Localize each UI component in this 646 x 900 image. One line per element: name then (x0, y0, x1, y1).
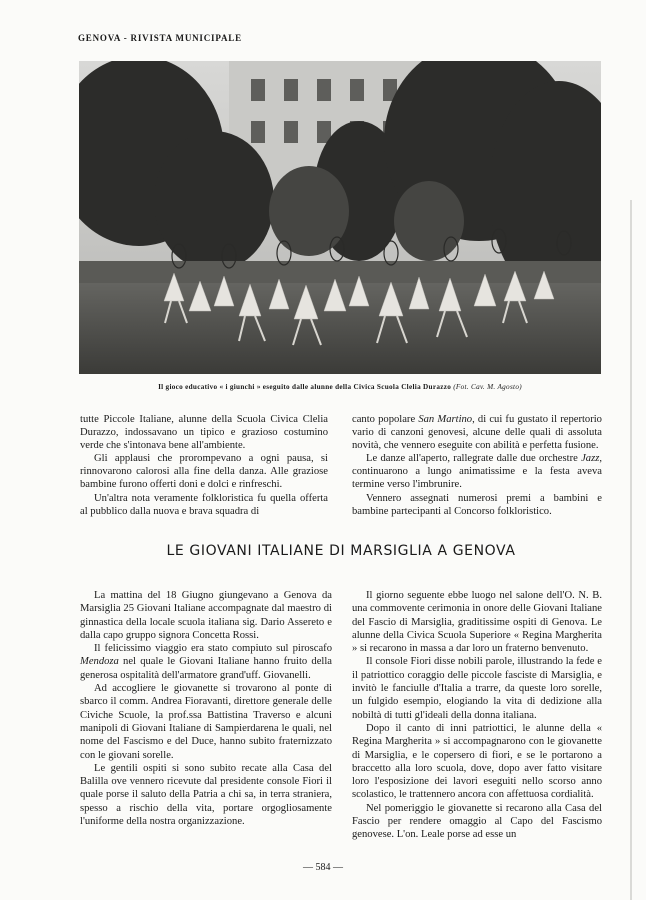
article-continuation-right (352, 413, 602, 518)
photo-caption (60, 383, 620, 391)
photo-credit: (Fot. Cav. M. Agosto) (453, 383, 522, 391)
paragraph: Il felicissimo viaggio era stato compiuto sul piroscafo Mendoza nel quale le Giovani Italiane hanno fruito della generosa ospitalità dell'armatore grand'uff. Giovanelli. (80, 643, 332, 681)
paragraph: Gli applausi che prorompevano a ogni pausa, si rinnovarono calorosi alla fine della danza. Alle graziose bambine furono offerti doni e dolci e rinfreschi. (80, 453, 328, 491)
page-number: — 584 — (303, 862, 343, 873)
caption-text: Il gioco educativo « i giunchi » eseguito dalle alunne della Civica Scuola Clelia Durazzo (158, 383, 452, 391)
article-column-right (352, 589, 602, 842)
paragraph: Le danze all'aperto, rallegrate dalle due orchestre Jazz, continuarono a lungo animatissime e la festa aveva termine verso l'imbrunire. (352, 453, 602, 491)
paragraph: tutte Piccole Italiane, alunne della Scuola Civica Clelia Durazzo, indossavano un tipico e grazioso costumino verde che s'intonava bene all'ambiente. (80, 414, 328, 452)
paragraph: Ad accogliere le giovanette si trovarono al ponte di sbarco il comm. Andrea Fioravanti, direttore generale delle Civiche Scuole, la prof.ssa Battistina Traverso e alcuni manipoli di Giovani Italiane di Sampierdarena le quali, nel nome del Fascismo e del Duce, hanno subito fraternizzato con le giovani sorelle. (80, 683, 332, 761)
margin-scan-mark (628, 200, 634, 900)
paragraph: Il giorno seguente ebbe luogo nel salone dell'O. N. B. una commovente cerimonia in onore delle Giovani Italiane del Fascio di Marsiglia, graditissime ospiti di Genova. Le alunne della Civica Scuola Superiore « Regina Margherita » si recarono in massa a dar loro un fraterno benvenuto. (352, 590, 602, 655)
paragraph: La mattina del 18 Giugno giungevano a Genova da Marsiglia 25 Giovani Italiane accompagnate dal maestro di ginnastica della locale scuola italiana sig. Dario Assereto e dalla capo gruppo signora Concetta Rossi. (80, 590, 332, 641)
article-continuation-left (80, 413, 328, 518)
section-heading: LE GIOVANI ITALIANE DI MARSIGLIA A GENOVA (166, 543, 516, 559)
photo-illustration (79, 61, 601, 374)
paragraph: Un'altra nota veramente folkloristica fu quella offerta al pubblico dalla nuova e brava squadra di (80, 492, 328, 517)
paragraph: canto popolare San Martino, di cui fu gustato il repertorio vario di canzoni genovesi, alcune delle quali di assoluta novità, che vennero eseguite con abilità e perfetta fusione. (352, 414, 602, 452)
paragraph: Le gentili ospiti si sono subito recate alla Casa del Balilla ove vennero ricevute dal presidente console Fiori il quale porse il saluto della Patria a chi sa, in terra straniera, spesso a rischio della vita, portare orgogliosamente l'uniforme della nostra organizzazione. (80, 762, 332, 828)
photo-girls-hoop-dance (79, 61, 601, 374)
paragraph: Dopo il canto di inni patriottici, le alunne della « Regina Margherita » si accompagnarono con le giovanette di Marsiglia, e le copersero di fiori, e se le portarono a braccetto alla loro scuola, dove, dopo aver fatto visitare loro l'esposizione dei lavori eseguiti nello scorso anno scolastico, le trattennero ancora con affettuosa cordialità. (352, 722, 602, 801)
paragraph: Il console Fiori disse nobili parole, illustrando la fede e il patriottico coraggio delle piccole fasciste di Marsiglia, e invitò le fanciulle d'Italia a trarre, da queste loro sorelle, un fulgido esempio, elogiando la vita di dedizione alla nobiltà di tutti gl'ideali della donna italiana. (352, 656, 602, 721)
article-column-left (80, 589, 332, 828)
paragraph: Nel pomeriggio le giovanette si recarono alla Casa del Fascio per rendere omaggio al Capo del Fascismo genovese. L'on. Leale porse ad esse un (352, 802, 602, 841)
paragraph: Vennero assegnati numerosi premi a bambini e bambine partecipanti al Concorso folkloristico. (352, 492, 602, 517)
running-head: GENOVA - RIVISTA MUNICIPALE (78, 33, 242, 43)
